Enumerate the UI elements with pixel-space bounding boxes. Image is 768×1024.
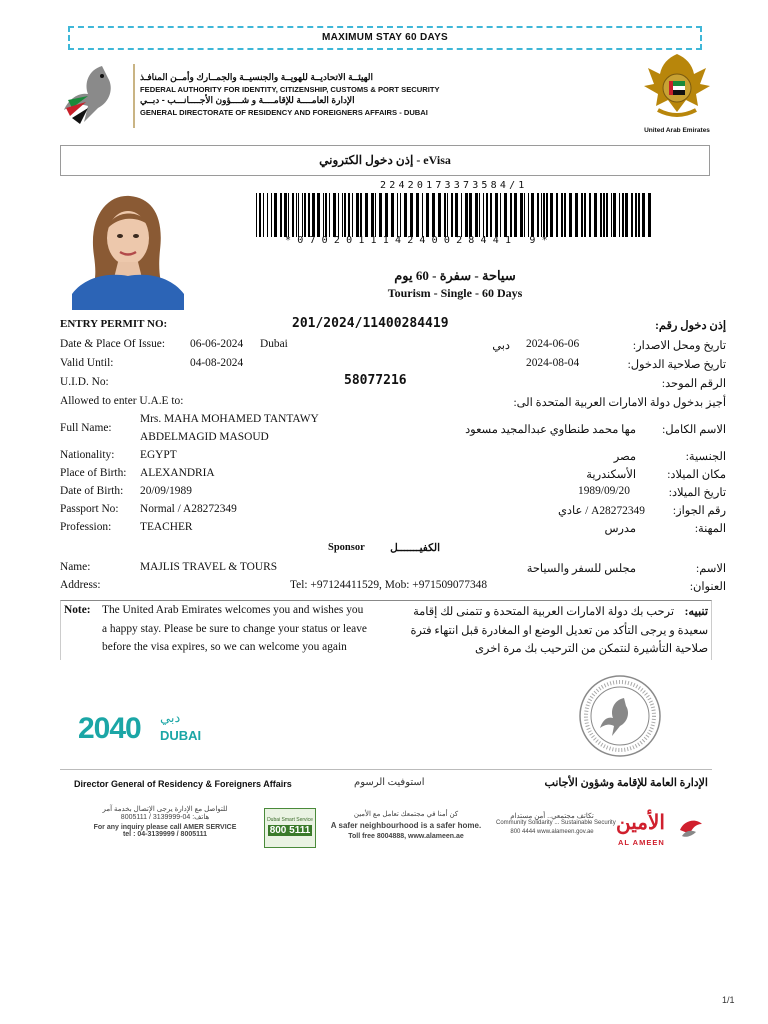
- authority-line1-en: FEDERAL AUTHORITY FOR IDENTITY, CITIZENSHIP, CUSTOMS & PORT SECURITY: [140, 84, 440, 94]
- safer-en: A safer neighbourhood is a safer home.: [330, 821, 482, 830]
- barcode-bar: [594, 193, 597, 237]
- barcode-bar: [296, 193, 297, 237]
- barcode-bar: [438, 193, 441, 237]
- barcode-bar: [455, 193, 458, 237]
- barcode-bar: [528, 193, 529, 237]
- visa-type-ar: سياحة - سفرة - 60 يوم: [394, 268, 516, 283]
- note-line3: before the visa expires, so we can welcome you again: [102, 641, 347, 653]
- nationality-ar: مصر: [613, 451, 636, 463]
- director-ar: الإدارة العامة للإقامة وشؤون الأجانب: [544, 777, 708, 789]
- amer-en: For any inquiry please call AMER SERVICE: [93, 824, 237, 831]
- barcode-bar: [479, 193, 480, 237]
- barcode-bar: [397, 193, 398, 237]
- profession-value: TEACHER: [140, 521, 193, 533]
- barcode-bar: [426, 193, 429, 237]
- alameen-en: AL AMEEN: [618, 838, 665, 847]
- full-name-ar: مها محمد طنطاوي عبدالمجيد مسعود: [465, 424, 636, 436]
- valid-date: 04-08-2024: [190, 357, 244, 369]
- barcode-bar: [575, 193, 578, 237]
- barcode-bar: [524, 193, 525, 237]
- nationality-label: Nationality:: [60, 449, 115, 461]
- barcode-bar: [274, 193, 277, 237]
- passport-label: Passport No:: [60, 503, 119, 515]
- barcode-bar: [490, 193, 492, 237]
- valid-label: Valid Until:: [60, 357, 114, 369]
- entry-permit-number: 201/2024/11400284419: [292, 316, 449, 331]
- director-en: Director General of Residency & Foreigners Affairs: [74, 779, 292, 789]
- barcode-bar: [333, 193, 336, 237]
- birth-place-label: Place of Birth:: [60, 467, 127, 479]
- birth-date-value: 20/09/1989: [140, 485, 192, 497]
- barcode-bar: [631, 193, 633, 237]
- barcode-bar: [404, 193, 407, 237]
- barcode-bar: [581, 193, 583, 237]
- dubai-2040-logo: [78, 712, 218, 748]
- comm-ar: تكاتف مجتمعي.. أمن مستدام: [510, 813, 594, 820]
- barcode-bar: [342, 193, 343, 237]
- barcode-bar: [416, 193, 419, 237]
- note-ar3: صلاحية التأشيرة لنتمكن من الترحيب بك مرة اخرى: [475, 643, 708, 655]
- barcode-bar: [432, 193, 435, 237]
- toll-free: Toll free 8004888, www.alameen.ae: [348, 833, 464, 840]
- passport-value: Normal / A28272349: [140, 503, 237, 515]
- barcode-bar: [391, 193, 394, 237]
- barcode-bar: [375, 193, 376, 237]
- barcode-bar: [400, 193, 401, 237]
- barcode: [256, 193, 652, 237]
- barcode-bar: [564, 193, 566, 237]
- issue-date-ar: 2024-06-06: [526, 338, 580, 350]
- barcode-bar: [325, 193, 327, 237]
- page-number: 1/1: [722, 995, 735, 1005]
- barcode-bar: [338, 193, 339, 237]
- uid-label-ar: الرقم الموحد:: [661, 378, 726, 390]
- sponsor-heading: Sponsor: [328, 542, 365, 553]
- barcode-bar: [483, 193, 484, 237]
- sponsor-address: Tel: +97124411529, Mob: +971509077348: [290, 579, 488, 591]
- visa-type-en: Tourism - Single - 60 Days: [387, 286, 523, 300]
- barcode-bar: [589, 193, 591, 237]
- barcode-bar: [546, 193, 548, 237]
- note-ar2: سعيدة و يرجى التأكد من تعديل الوضع او المغادرة قبل انتهاء فترة: [410, 625, 708, 637]
- barcode-bar: [444, 193, 446, 237]
- falcon-logo: [58, 60, 138, 130]
- barcode-bar: [312, 193, 315, 237]
- barcode-bar: [495, 193, 498, 237]
- barcode-bar: [288, 193, 289, 237]
- barcode-bar: [292, 193, 294, 237]
- issue-label-ar: تاريخ ومحل الاصدار:: [632, 340, 726, 352]
- barcode-bar: [360, 193, 362, 237]
- barcode-bar: [447, 193, 448, 237]
- authority-line2-en: GENERAL DIRECTORATE OF RESIDENCY AND FOREIGNERS AFFAIRS - DUBAI: [140, 107, 428, 117]
- amer-tel: tel : 04-3139999 / 8005111: [122, 831, 208, 838]
- issue-place: Dubai: [260, 338, 288, 350]
- full-name-line1: Mrs. MAHA MOHAMED TANTAWY: [140, 413, 319, 425]
- birth-date-label-ar: تاريخ الميلاد:: [668, 487, 726, 499]
- note-line1: The United Arab Emirates welcomes you and wishes you: [102, 604, 364, 616]
- full-name-line2: ABDELMAGID MASOUD: [140, 431, 269, 443]
- barcode-number-bottom: *070201114240028441 9*: [285, 235, 554, 246]
- sponsor-name-ar: مجلس للسفر والسياحة: [526, 563, 636, 575]
- barcode-bar: [561, 193, 563, 237]
- barcode-bar: [308, 193, 310, 237]
- barcode-bar: [550, 193, 553, 237]
- logo-2040-number: 2040: [78, 712, 141, 745]
- barcode-bar: [302, 193, 303, 237]
- barcode-bar: [284, 193, 287, 237]
- applicant-photo: [72, 186, 184, 310]
- profession-ar: مدرس: [604, 523, 636, 535]
- alameen-ar: الأمين: [616, 812, 665, 834]
- nationality-value: EGYPT: [140, 449, 177, 461]
- barcode-bar: [280, 193, 282, 237]
- comm-en: Community Solidarity ... Sustainable Security: [496, 820, 616, 826]
- authority-line2-ar: الإدارة العامــــة للإقامــــة و شــــؤون الأجــــانـــب - دبــي: [140, 95, 355, 105]
- barcode-bar: [622, 193, 624, 237]
- barcode-bar: [379, 193, 382, 237]
- barcode-bar: [642, 193, 645, 237]
- uid-label: U.I.D. No:: [60, 376, 109, 388]
- barcode-bar: [263, 193, 264, 237]
- barcode-bar: [556, 193, 558, 237]
- barcode-bar: [638, 193, 640, 237]
- barcode-bar: [475, 193, 478, 237]
- barcode-bar: [356, 193, 359, 237]
- ds-number: 800 5111: [269, 825, 311, 836]
- barcode-bar: [259, 193, 261, 237]
- evisa-title: إذن دخول الكتروني - eVisa: [60, 145, 710, 176]
- al-ameen-logo: [616, 814, 706, 848]
- barcode-bar: [304, 193, 306, 237]
- barcode-bar: [271, 193, 272, 237]
- barcode-bar: [520, 193, 523, 237]
- issue-place-ar: دبي: [492, 340, 510, 352]
- barcode-bar: [613, 193, 616, 237]
- full-name-label: Full Name:: [60, 422, 112, 434]
- barcode-bar: [504, 193, 507, 237]
- ds-label: Dubai Smart Service: [267, 817, 313, 823]
- country-label: United Arab Emirates: [644, 127, 710, 134]
- note-label-ar: تنبيه:: [684, 606, 708, 618]
- sponsor-heading-ar: الكفيـــــــل: [390, 543, 440, 554]
- barcode-bar: [451, 193, 453, 237]
- birth-date-label: Date of Birth:: [60, 485, 124, 497]
- sponsor-address-label: Address:: [60, 579, 101, 591]
- barcode-bar: [371, 193, 374, 237]
- barcode-bar: [569, 193, 572, 237]
- barcode-bar: [603, 193, 605, 237]
- barcode-bar: [385, 193, 388, 237]
- full-name-label-ar: الاسم الكامل:: [662, 424, 726, 436]
- issue-date: 06-06-2024: [190, 338, 244, 350]
- passport-label-ar: رقم الجواز:: [672, 505, 726, 517]
- authority-line1-ar: الهيئــة الاتحاديــة للهويــة والجنسيــة والجمــارك وأمــن المنافـذ: [140, 72, 374, 82]
- entry-permit-label: ENTRY PERMIT NO:: [60, 318, 168, 330]
- barcode-bar: [541, 193, 542, 237]
- official-stamp: [576, 672, 664, 760]
- fees-signature: استوفيت الرسوم: [354, 777, 425, 788]
- issue-label: Date & Place Of Issue:: [60, 338, 166, 350]
- max-stay-banner: MAXIMUM STAY 60 DAYS: [68, 26, 702, 50]
- profession-label: Profession:: [60, 521, 112, 533]
- valid-label-ar: تاريخ صلاحية الدخول:: [627, 359, 726, 371]
- barcode-bar: [348, 193, 350, 237]
- barcode-bar: [514, 193, 517, 237]
- sponsor-name: MAJLIS TRAVEL & TOURS: [140, 561, 278, 573]
- birth-place-ar: الأسكندرية: [586, 469, 636, 481]
- dubai-smart-service-badge: [264, 808, 316, 848]
- barcode-bar: [461, 193, 462, 237]
- barcode-bar: [422, 193, 423, 237]
- barcode-bar: [606, 193, 608, 237]
- logo-2040-en: DUBAI: [160, 728, 202, 743]
- barcode-bar: [256, 193, 257, 237]
- barcode-bar: [317, 193, 320, 237]
- allowed-label-ar: أجيز بدخول دولة الامارات العربية المتحدة الى:: [513, 397, 726, 409]
- uid-number: 58077216: [344, 373, 407, 388]
- barcode-bar: [648, 193, 651, 237]
- sponsor-name-label: Name:: [60, 561, 91, 573]
- footer-divider: [60, 769, 712, 770]
- barcode-bar: [500, 193, 501, 237]
- barcode-bar: [365, 193, 368, 237]
- logo-2040-ar: دبي: [160, 710, 181, 725]
- safer-ar: كن أمنا في مجتمعك تعامل مع الأمين: [353, 811, 459, 818]
- birth-place-label-ar: مكان الميلاد:: [667, 469, 726, 481]
- profession-label-ar: المهنة:: [694, 523, 726, 535]
- barcode-bar: [537, 193, 539, 237]
- note-line2: a happy stay. Please be sure to change your status or leave: [102, 623, 367, 635]
- note-label: Note:: [64, 604, 91, 616]
- valid-date-ar: 2024-08-04: [526, 357, 580, 369]
- barcode-bar: [352, 193, 353, 237]
- barcode-bar: [465, 193, 468, 237]
- barcode-bar: [611, 193, 612, 237]
- barcode-bar: [323, 193, 324, 237]
- barcode-bar: [625, 193, 628, 237]
- barcode-bar: [543, 193, 545, 237]
- allowed-label: Allowed to enter U.A.E to:: [60, 395, 184, 407]
- barcode-bar: [298, 193, 299, 237]
- barcode-bar: [469, 193, 472, 237]
- nationality-label-ar: الجنسية:: [685, 451, 726, 463]
- barcode-bar: [600, 193, 602, 237]
- barcode-bar: [267, 193, 268, 237]
- barcode-bar: [584, 193, 586, 237]
- barcode-bar: [635, 193, 637, 237]
- barcode-bar: [619, 193, 620, 237]
- entry-permit-label-ar: إذن دخول رقم:: [655, 320, 726, 332]
- barcode-bar: [510, 193, 512, 237]
- barcode-bar: [531, 193, 534, 237]
- barcode-bar: [486, 193, 488, 237]
- note-ar1: ترحب بك دولة الامارات العربية المتحدة و تتمنى لك إقامة: [413, 606, 674, 618]
- sponsor-address-label-ar: العنوان:: [689, 581, 726, 593]
- barcode-bar: [329, 193, 330, 237]
- sponsor-name-label-ar: الاسم:: [696, 563, 726, 575]
- birth-date-ar: 1989/09/20: [578, 485, 630, 497]
- amer-ar2: هاتف: 04-3139999 / 8005111: [120, 814, 210, 821]
- birth-place-value: ALEXANDRIA: [140, 467, 215, 479]
- amer-ar: للتواصل مع الإدارة يرجى الإتصال بخدمة آمر: [102, 806, 228, 813]
- barcode-number-top: 22420173373584/1: [380, 180, 528, 191]
- uae-emblem: [640, 50, 714, 134]
- barcode-bar: [410, 193, 413, 237]
- comm-contact: 800 4444 www.alameen.gov.ae: [510, 829, 594, 835]
- passport-ar: عادي / A28272349: [558, 505, 645, 517]
- barcode-bar: [344, 193, 346, 237]
